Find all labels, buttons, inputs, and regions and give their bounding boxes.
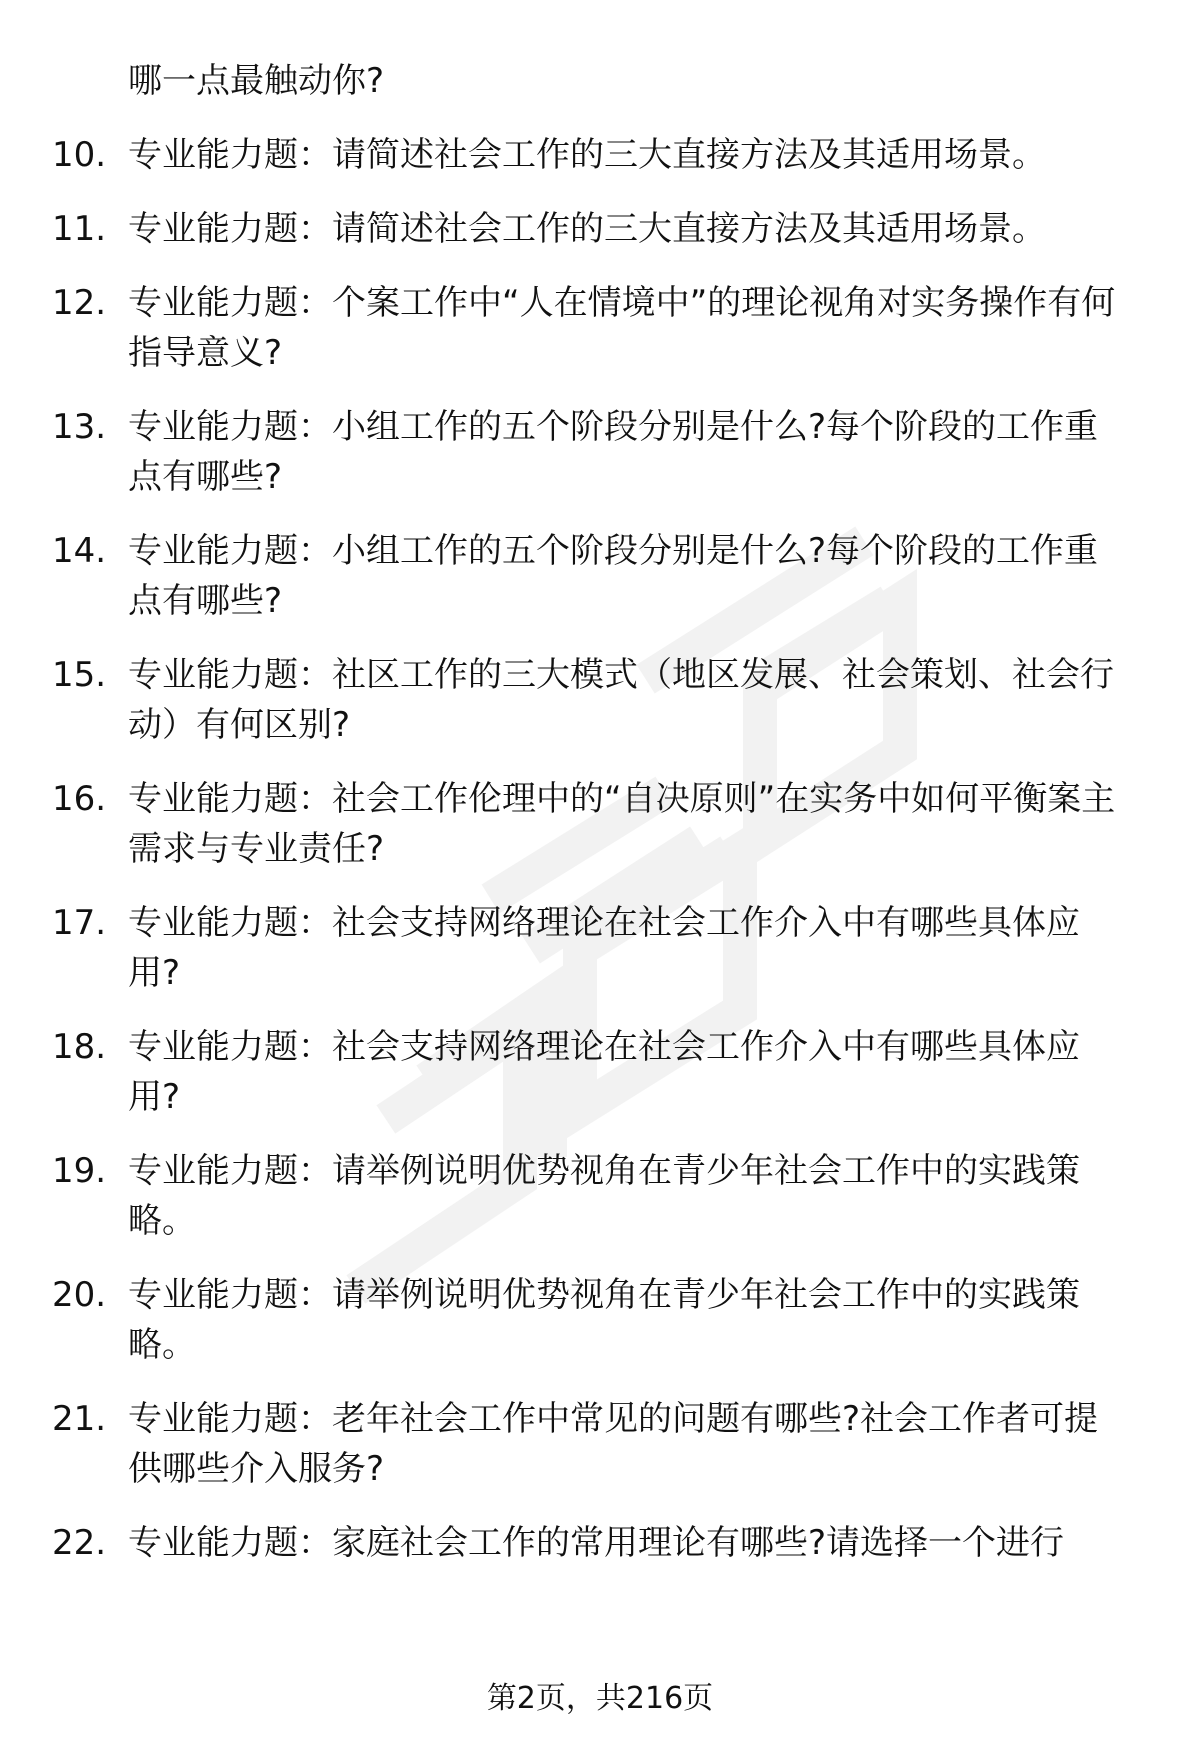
question-number: 15. bbox=[52, 655, 107, 695]
question-text: 专业能力题：社会支持网络理论在社会工作介入中有哪些具体应用? bbox=[128, 903, 1080, 993]
question-number: 13. bbox=[52, 407, 107, 447]
question-item bbox=[52, 1146, 1132, 1246]
question-text: 专业能力题：社会支持网络理论在社会工作介入中有哪些具体应用? bbox=[128, 1027, 1080, 1117]
question-number: 22. bbox=[52, 1523, 107, 1563]
previous-question-continuation: 哪一点最触动你? bbox=[128, 61, 385, 101]
question-number: 17. bbox=[52, 903, 107, 943]
question-text: 专业能力题：社区工作的三大模式（地区发展、社会策划、社会行动）有何区别? bbox=[128, 655, 1114, 745]
question-text: 专业能力题：请简述社会工作的三大直接方法及其适用场景。 bbox=[128, 209, 1046, 249]
question-item bbox=[52, 526, 1132, 626]
question-text: 专业能力题：小组工作的五个阶段分别是什么?每个阶段的工作重点有哪些? bbox=[128, 407, 1099, 497]
question-number: 18. bbox=[52, 1027, 107, 1067]
question-item bbox=[52, 204, 1132, 254]
page-footer: 第2页，共216页 bbox=[486, 1681, 714, 1716]
question-number: 10. bbox=[52, 135, 107, 175]
question-item bbox=[52, 130, 1132, 180]
question-text: 专业能力题：家庭社会工作的常用理论有哪些?请选择一个进行 bbox=[128, 1523, 1065, 1563]
question-text: 专业能力题：请举例说明优势视角在青少年社会工作中的实践策略。 bbox=[128, 1275, 1080, 1365]
question-item bbox=[52, 1022, 1132, 1122]
question-number: 21. bbox=[52, 1399, 107, 1439]
question-text: 专业能力题：个案工作中“人在情境中”的理论视角对实务操作有何指导意义? bbox=[128, 283, 1116, 373]
question-text: 专业能力题：小组工作的五个阶段分别是什么?每个阶段的工作重点有哪些? bbox=[128, 531, 1099, 621]
question-number: 16. bbox=[52, 779, 107, 819]
question-item bbox=[52, 1518, 1132, 1568]
question-number: 19. bbox=[52, 1151, 107, 1191]
question-text: 专业能力题：请举例说明优势视角在青少年社会工作中的实践策略。 bbox=[128, 1151, 1080, 1241]
question-number: 20. bbox=[52, 1275, 107, 1315]
question-item bbox=[52, 650, 1132, 750]
question-number: 14. bbox=[52, 531, 107, 571]
question-text: 专业能力题：社会工作伦理中的“自决原则”在实务中如何平衡案主需求与专业责任? bbox=[128, 779, 1116, 869]
question-item bbox=[52, 1270, 1132, 1370]
question-list bbox=[52, 56, 1132, 1592]
question-number: 11. bbox=[52, 209, 107, 249]
question-number: 12. bbox=[52, 283, 107, 323]
question-item bbox=[52, 774, 1132, 874]
question-text: 专业能力题：老年社会工作中常见的问题有哪些?社会工作者可提供哪些介入服务? bbox=[128, 1399, 1099, 1489]
question-item bbox=[52, 278, 1132, 378]
question-item bbox=[52, 402, 1132, 502]
question-text: 专业能力题：请简述社会工作的三大直接方法及其适用场景。 bbox=[128, 135, 1046, 175]
question-item bbox=[52, 898, 1132, 998]
question-item bbox=[52, 1394, 1132, 1494]
